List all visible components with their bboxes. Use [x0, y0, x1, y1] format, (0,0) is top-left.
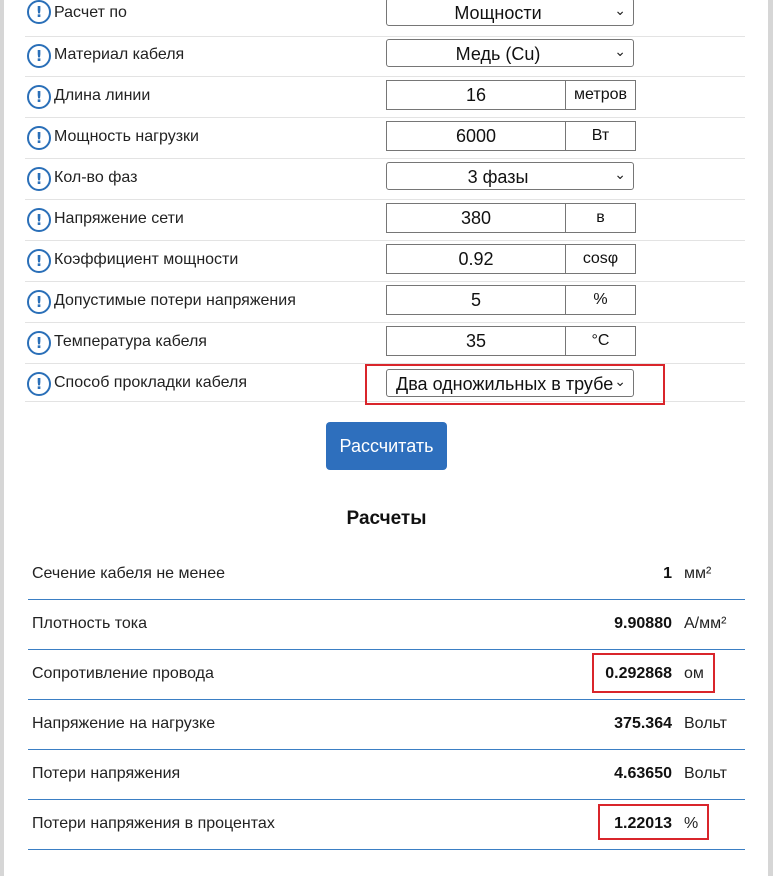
info-icon[interactable]: ! [27, 372, 51, 396]
info-icon[interactable]: ! [27, 290, 51, 314]
form-row-power-factor [25, 241, 745, 282]
result-label: Плотность тока [32, 615, 148, 632]
result-unit: А/мм² [684, 615, 727, 632]
voltage-label: Напряжение сети [54, 210, 184, 227]
material-label: Материал кабеля [54, 46, 185, 63]
laying-method-value: Два одножильных в трубе [396, 374, 614, 394]
left-border [0, 0, 4, 876]
power-factor-unit: cosφ [565, 244, 636, 274]
result-unit: ом [684, 665, 704, 682]
chevron-down-icon: ⌄ [614, 373, 626, 389]
phases-label: Кол-во фаз [54, 169, 138, 186]
power-input[interactable]: 6000 [386, 121, 566, 151]
material-select[interactable] [386, 39, 634, 67]
allowed-loss-label: Допустимые потери напряжения [54, 292, 296, 309]
power-unit: Вт [565, 121, 636, 151]
info-icon[interactable]: ! [27, 208, 51, 232]
result-unit: Вольт [684, 765, 727, 782]
length-label: Длина линии [54, 87, 151, 104]
result-label: Сечение кабеля не менее [32, 565, 226, 582]
result-value: 4.63650 [614, 765, 672, 782]
form-row-calc-by [25, 0, 745, 37]
laying-method-label: Способ прокладки кабеля [54, 374, 247, 391]
info-icon[interactable]: ! [27, 0, 51, 24]
chevron-down-icon: ⌄ [614, 166, 626, 182]
form-row-power [25, 118, 745, 159]
result-label: Напряжение на нагрузке [32, 715, 216, 732]
result-value: 1 [663, 565, 672, 582]
result-value: 1.22013 [614, 815, 672, 832]
form-row-material [25, 36, 745, 77]
calc-by-select[interactable] [386, 0, 634, 26]
result-label: Сопротивление провода [32, 665, 214, 682]
form-row-voltage [25, 200, 745, 241]
result-unit: % [684, 815, 699, 832]
result-label: Потери напряжения [32, 765, 181, 782]
phases-value: 3 фазы [467, 167, 529, 187]
result-unit: мм² [684, 565, 712, 582]
form-row-allowed-loss [25, 282, 745, 323]
temperature-label: Температура кабеля [54, 333, 207, 350]
highlight-box-laying-method [365, 364, 665, 405]
info-icon[interactable]: ! [27, 331, 51, 355]
info-icon[interactable]: ! [27, 44, 51, 68]
calc-by-value: Мощности [454, 3, 542, 23]
phases-select[interactable] [386, 162, 634, 190]
voltage-unit: в [565, 203, 636, 233]
power-label: Мощность нагрузки [54, 128, 199, 145]
power-factor-input[interactable]: 0.92 [386, 244, 566, 274]
chevron-down-icon: ⌄ [614, 43, 626, 59]
highlight-box-voltage-loss-percent [598, 804, 709, 840]
form-row-length [25, 77, 745, 118]
result-row-current-density [28, 599, 745, 650]
temperature-input[interactable]: 35 [386, 326, 566, 356]
result-unit: Вольт [684, 715, 727, 732]
length-input[interactable]: 16 [386, 80, 566, 110]
result-value: 375.364 [614, 715, 672, 732]
right-border [768, 0, 773, 876]
result-value: 0.292868 [605, 665, 672, 682]
allowed-loss-unit: % [565, 285, 636, 315]
form-row-temperature [25, 323, 745, 364]
results-title: Расчеты [346, 508, 427, 529]
info-icon[interactable]: ! [27, 167, 51, 191]
form-row-phases [25, 159, 745, 200]
voltage-input[interactable]: 380 [386, 203, 566, 233]
power-factor-label: Коэффициент мощности [54, 251, 239, 268]
result-row-voltage-loss [28, 749, 745, 800]
length-unit: метров [565, 80, 636, 110]
result-value: 9.90880 [614, 615, 672, 632]
result-label: Потери напряжения в процентах [32, 815, 275, 832]
info-icon[interactable]: ! [27, 126, 51, 150]
material-value: Медь (Cu) [455, 44, 541, 64]
result-row-cross-section [28, 549, 745, 600]
calculate-button[interactable]: Рассчитать [326, 422, 447, 470]
info-icon[interactable]: ! [27, 85, 51, 109]
allowed-loss-input[interactable]: 5 [386, 285, 566, 315]
highlight-box-resistance [592, 653, 715, 693]
result-row-load-voltage [28, 699, 745, 750]
temperature-unit: °C [565, 326, 636, 356]
info-icon[interactable]: ! [27, 249, 51, 273]
calc-by-label: Расчет по [54, 4, 127, 21]
chevron-down-icon: ⌄ [614, 2, 626, 18]
